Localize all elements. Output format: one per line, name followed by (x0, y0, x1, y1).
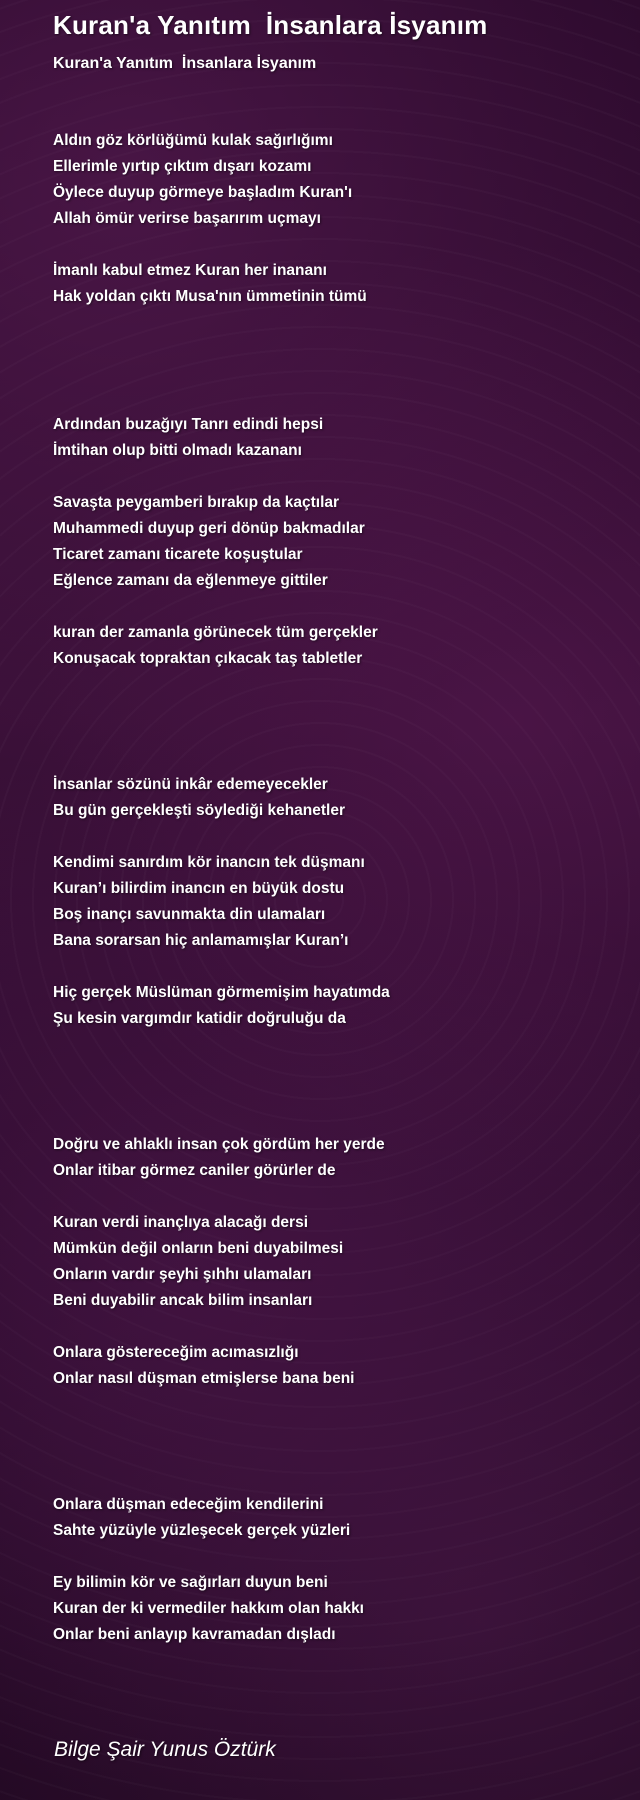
poem-line: Şu kesin vargımdır katidir doğruluğu da (53, 1010, 346, 1027)
stanza-gap (53, 1184, 613, 1210)
stanza-gap (53, 464, 613, 490)
poem-line: Ticaret zamanı ticarete koşuştular (53, 546, 303, 563)
poem-line: Eğlence zamanı da eğlenmeye gittiler (53, 572, 328, 589)
poem-subtitle: Kuran'a Yanıtım İnsanlara İsyanım (53, 55, 317, 72)
poem-line: İmtihan olup bitti olmadı kazananı (53, 442, 302, 459)
poem-line: Boş inançı savunmakta din ulamaları (53, 906, 326, 923)
poem-line: Doğru ve ahlaklı insan çok gördüm her yerde (53, 1136, 385, 1153)
poem-line: İnsanlar sözünü inkâr edemeyecekler (53, 776, 328, 793)
stanza-gap (53, 1314, 613, 1340)
poem-line: Öylece duyup görmeye başladım Kuran'ı (53, 184, 353, 201)
stanza-gap (53, 232, 613, 258)
poem-line: İmanlı kabul etmez Kuran her inananı (53, 262, 327, 279)
poem-line: Hiç gerçek Müslüman görmemişim hayatımda (53, 984, 390, 1001)
poem-line: Savaşta peygamberi bırakıp da kaçtılar (53, 494, 340, 511)
poem-line: Onlara düşman edeceğim kendilerini (53, 1496, 324, 1513)
poem-line: Sahte yüzüyle yüzleşecek gerçek yüzleri (53, 1522, 351, 1539)
poem-line: Onların vardır şeyhi şıhhı ulamaları (53, 1266, 312, 1283)
poem-line: Bu gün gerçekleşti söylediği kehanetler (53, 802, 346, 819)
poem-line: Aldın göz körlüğümü kulak sağırlığımı (53, 132, 333, 149)
poem-line: kuran der zamanla görünecek tüm gerçekler (53, 624, 378, 641)
poem-line: Hak yoldan çıktı Musa'nın ümmetinin tümü (53, 288, 367, 305)
poem-line: Kuran’ı bilirdim inancın en büyük dostu (53, 880, 345, 897)
poem-line: Beni duyabilir ancak bilim insanları (53, 1292, 313, 1309)
poem-line: Bana sorarsan hiç anlamamışlar Kuran’ı (53, 932, 349, 949)
poem-line: Kendimi sanırdım kör inancın tek düşmanı (53, 854, 365, 871)
poem-line: Ardından buzağıyı Tanrı edindi hepsi (53, 416, 324, 433)
poem-line: Kuran verdi inançlıya alacağı dersi (53, 1214, 309, 1231)
poem-line: Onlar itibar görmez caniler görürler de (53, 1162, 336, 1179)
poem-line: Konuşacak topraktan çıkacak taş tabletler (53, 650, 363, 667)
poem-section-5 (53, 1492, 613, 1648)
poem-section-2 (53, 412, 613, 672)
poem-section-1 (53, 128, 613, 310)
poem-line: Muhammedi duyup geri dönüp bakmadılar (53, 520, 365, 537)
poem-line: Onlar nasıl düşman etmişlerse bana beni (53, 1370, 355, 1387)
poem-title: Kuran'a Yanıtım İnsanlara İsyanım (53, 10, 488, 40)
stanza-gap (53, 824, 613, 850)
poem-line: Mümkün değil onların beni duyabilmesi (53, 1240, 344, 1257)
stanza-gap (53, 954, 613, 980)
poem-section-4 (53, 1132, 613, 1392)
poem-line: Allah ömür verirse başarırım uçmayı (53, 210, 321, 227)
poem-line: Onlara göstereceğim acımasızlığı (53, 1344, 299, 1361)
poem-author: Bilge Şair Yunus Öztürk (54, 1738, 276, 1761)
poem-line: Onlar beni anlayıp kavramadan dışladı (53, 1626, 336, 1643)
stanza-gap (53, 594, 613, 620)
poem-line: Kuran der ki vermediler hakkım olan hakkı (53, 1600, 364, 1617)
poem-section-3 (53, 772, 613, 1032)
stanza-gap (53, 1544, 613, 1570)
poem-line: Ellerimle yırtıp çıktım dışarı kozamı (53, 158, 312, 175)
poem-line: Ey bilimin kör ve sağırları duyun beni (53, 1574, 328, 1591)
